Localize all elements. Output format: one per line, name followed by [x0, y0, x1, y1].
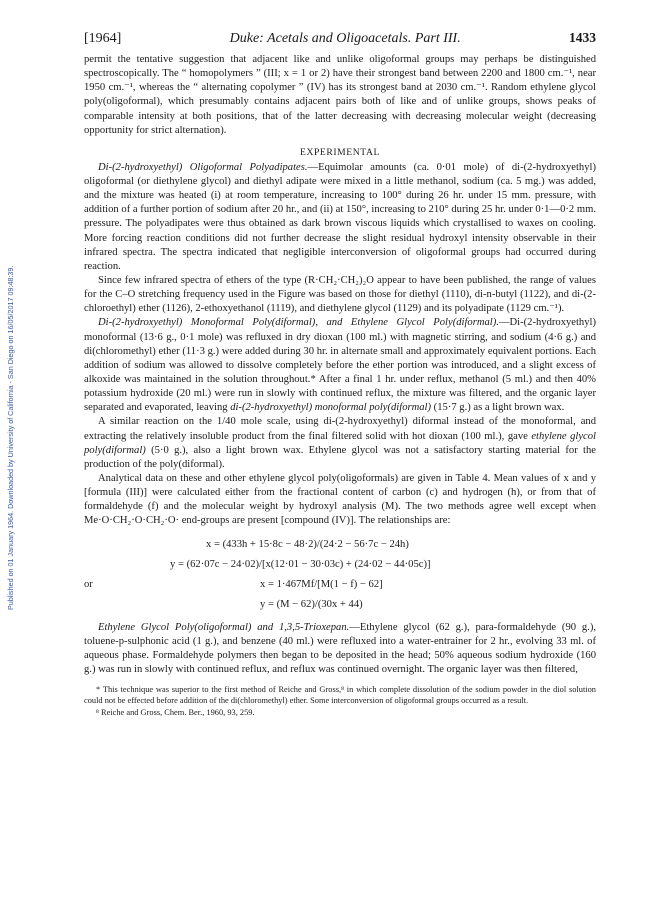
header-year: [1964] [84, 31, 122, 46]
download-watermark: Published on 01 January 1964. Downloaded by University of California - San Diego on 16/05/2017 09:48:39. [6, 265, 15, 610]
paragraph-infrared-ethers: Since few infrared spectra of ethers of the type (R·CH₂·CH₂)₂O appear to have been published, the range of values for the C–O stretching frequency used in the Figure was based on those for diethyl (1110), di-n-butyl (1122), and di-(2-chloroethyl) ether (1126), 2-ethoxyethanol (1119), and diethylene glycol (1129) and its polyadipate (1129 cm.⁻¹). [84, 274, 596, 315]
subsection-title-trioxepan: Ethylene Glycol Poly(oligoformal) and 1,3,5-Trioxepan. [98, 621, 350, 633]
page-number: 1433 [569, 30, 596, 45]
running-header [84, 30, 596, 47]
paragraph-monoformal-diformal: Di-(2-hydroxyethyl) Monoformal Poly(diformal), and Ethylene Glycol Poly(diformal).—Di-(2-hydroxyethyl) monoformal (13·6 g., 0·1 mole) was refluxed in dry dioxan (100 ml.) with magnetic stirring, and sodium (4·6 g.) and di(chloromethyl) ether (11·3 g.) were added during 30 hr. in alternate small and approximately equivalent portions. Each addition of sodium was allowed to dissolve completely before the ether portion was introduced, and a slight excess of alkoxide was maintained in the solution throughout.* After a final 1 hr. under reflux, methanol (5 ml.) and then 40% potassium hydroxide (20 ml.) were run in slowly with continued reflux, the mixture was filtered, and the organic layer separated and evaporated, leaving di-(2-hydroxyethyl) monoformal poly(diformal) (15·7 g.) as a light brown wax. [84, 317, 596, 414]
product-name: ethylene glycol poly(diformal) [84, 430, 597, 456]
equation-x-ch: x = (433h + 15·8c − 48·2)/(24·2 − 56·7c − 24h) [206, 538, 409, 550]
subsection-title-diformal: Di-(2-hydroxyethyl) Monoformal Poly(diformal), and Ethylene Glycol Poly(diformal). [98, 317, 499, 329]
paper-page [84, 30, 596, 718]
equation-x-fm: x = 1·467Mf/[M(1 − f) − 62] [260, 578, 383, 590]
paragraph-trioxepan: Ethylene Glycol Poly(oligoformal) and 1,3,5-Trioxepan.—Ethylene glycol (62 g.), para-formaldehyde (90 g.), toluene-p-sulphonic acid (1 g.), and benzene (40 ml.) were refluxed into a water-entrainer for 2 hr., evolving 33 ml. of aqueous phase. Formaldehyde polymers then began to be deposited in the head; 50% aqueous sodium hydroxide (160 g.) was run in slowly with continued reflux, and reflux was continued overnight. The organic layer was then filtered, [84, 621, 596, 675]
section-heading-experimental: EXPERIMENTAL [300, 146, 380, 158]
paragraph-similar-reaction: A similar reaction on the 1/40 mole scale, using di-(2-hydroxyethyl) diformal instead of the monoformal, and extracting the relatively insoluble product from the final filtered solid with hot dioxan (100 ml.), gave ethylene glycol poly(diformal) (5·0 g.), also a light brown wax. Ethylene glycol was not a satisfactory starting material for the production of the poly(diformal). [84, 416, 597, 470]
footnotes [84, 684, 596, 718]
equation-y-m: y = (M − 62)/(30x + 44) [260, 598, 363, 610]
equation-row [84, 555, 596, 575]
footnote-asterisk: * This technique was superior to the first method of Reiche and Gross,⁸ in which complete dissolution of the sodium powder in the diol solution could not be effected before addition of the di(chloromethyl) ether. Some interconversion of oligoformal groups occurred as a result. [84, 685, 596, 706]
product-name: di-(2-hydroxyethyl) monoformal poly(diformal) [230, 402, 432, 414]
equation-or-label: or [84, 578, 93, 590]
equation-row [84, 595, 596, 615]
paragraph-analytical-data: Analytical data on these and other ethylene glycol poly(oligoformals) are given in Table 4. Mean values of x and y [formula (III)] were calculated either from the fractional content of carbon (c) and hydrogen (h), or from that of formaldehyde (f) and the molecular weight by hydroxyl analysis (M). The two methods agree well except when Me·O·CH₂·O·CH₂·O· end-groups are present [compound (IV)]. The relationships are: [84, 472, 596, 527]
header-title: Duke: Acetals and Oligoacetals. Part III. [229, 31, 461, 46]
paragraph-spectroscopy: permit the tentative suggestion that adjacent like and unlike oligoformal groups may perhaps be distinguished spectroscopically. The “ homopolymers ” (III; x = 1 or 2) have their strongest band between 2200 and 1800 cm.⁻¹, near 1950 cm.⁻¹, whereas the “ alternating copolymer ” (IV) has its strongest band at 2030 cm.⁻¹. Random ethylene glycol poly(oligoformal), which presumably contains adjacent pairs both of like and of unlike groups, shows peaks of comparable intensity at both positions, that of the latter decreasing with decreasing molecular weight (decreasing opportunity for strict alternation). [84, 54, 596, 136]
footnote-reference-8: ⁸ Reiche and Gross, Chem. Ber., 1960, 93, 259. [96, 707, 255, 717]
equation-row [84, 535, 596, 555]
equation-block [84, 535, 596, 615]
paragraph-polyadipates: Di-(2-hydroxyethyl) Oligoformal Polyadipates.—Equimolar amounts (ca. 0·01 mole) of di-(2-hydroxyethyl) oligoformal (or diethylene glycol) and diethyl adipate were mixed in a little methanol, sodium (ca. 5 mg.) was added, and the mixture was heated (i) at room temperature, increasing to 100° during 26 hr. under 15 mm. pressure, with addition of a further portion of sodium after 20 hr., and (ii) at 150°, increasing to 210° during 25 hr. under 0·1—0·2 mm. pressure. The polyadipates were thus obtained as dark brown viscous liquids which crystallised to waxes on cooling. More forcing reaction conditions did not further decrease the slight residual hydroxyl intensity observable in their infrared spectra. The spectra indicated that negligible interconversion of oligoformal groups had occurred during reaction. [84, 161, 596, 272]
equation-y-ch: y = (62·07c − 24·02)/[x(12·01 − 30·03c) + (24·02 − 44·05c)] [170, 558, 431, 570]
subsection-title-polyadipates: Di-(2-hydroxyethyl) Oligoformal Polyadipates. [98, 161, 308, 173]
equation-row [84, 575, 596, 595]
